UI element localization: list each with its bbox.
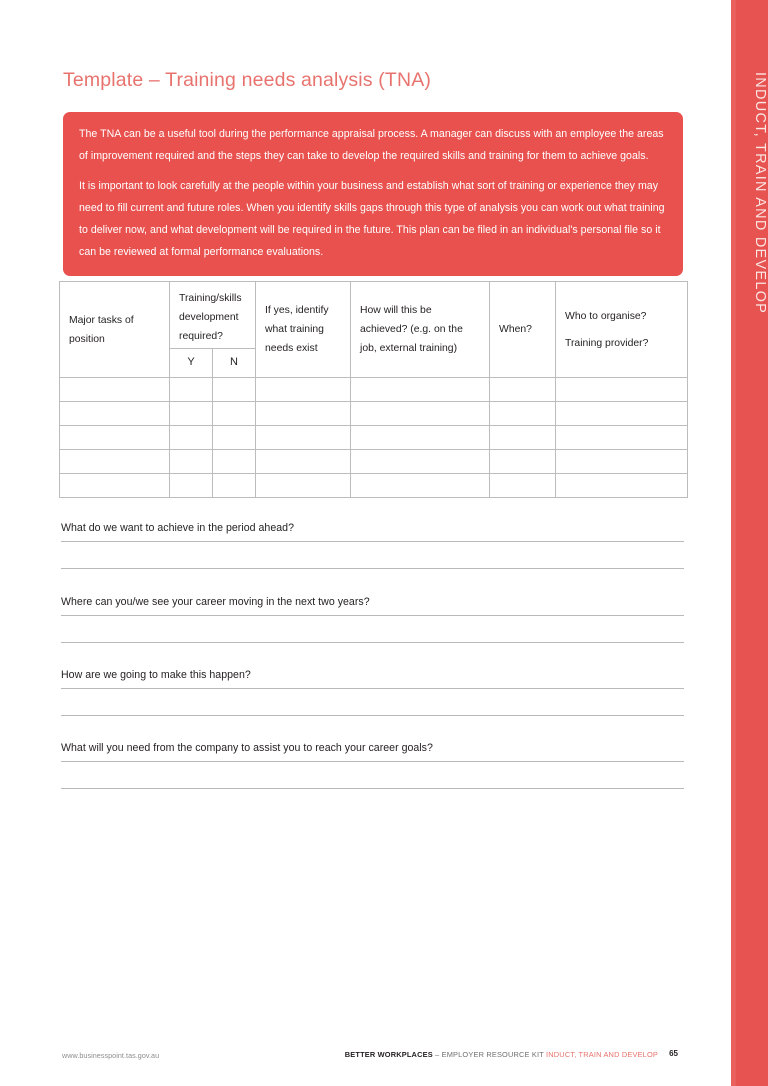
table-cell-empty[interactable] xyxy=(556,426,688,450)
answer-line[interactable] xyxy=(61,616,684,643)
question-block xyxy=(61,594,684,643)
question-text: What do we want to achieve in the period ahead? xyxy=(61,520,684,542)
table-cell-empty[interactable] xyxy=(213,450,256,474)
table-cell-empty[interactable] xyxy=(490,402,556,426)
table-cell-empty[interactable] xyxy=(490,474,556,498)
table-cell-empty[interactable] xyxy=(170,426,213,450)
table-cell-empty[interactable] xyxy=(256,450,351,474)
question-block xyxy=(61,520,684,569)
table-body xyxy=(60,378,688,498)
table-cell-empty[interactable] xyxy=(60,474,170,498)
question-text: How are we going to make this happen? xyxy=(61,667,684,689)
question-text: Where can you/we see your career moving in the next two years? xyxy=(61,594,684,616)
table-cell-empty[interactable] xyxy=(60,450,170,474)
table-row xyxy=(60,474,688,498)
table-cell-empty[interactable] xyxy=(490,426,556,450)
page-title: Template – Training needs analysis (TNA) xyxy=(63,69,431,91)
footer-publication-line xyxy=(345,1050,658,1059)
header-who-organise-label: Who to organise? xyxy=(565,310,647,322)
answer-line[interactable] xyxy=(61,542,684,569)
header-yn-row xyxy=(170,349,255,377)
table-cell-empty[interactable] xyxy=(351,450,490,474)
footer-section: INDUCT, TRAIN AND DEVELOP xyxy=(546,1050,658,1059)
table-cell-empty[interactable] xyxy=(170,402,213,426)
header-yes: Y xyxy=(170,349,213,377)
table-row xyxy=(60,426,688,450)
section-tab-stripe xyxy=(731,0,736,1086)
table-cell-empty[interactable] xyxy=(256,402,351,426)
section-tab-label: INDUCT, TRAIN AND DEVELOP xyxy=(752,72,768,315)
table-cell-empty[interactable] xyxy=(256,378,351,402)
header-training-required-label: Training/skills development required? xyxy=(170,282,255,349)
footer-url[interactable]: www.businesspoint.tas.gov.au xyxy=(62,1051,160,1060)
question-block xyxy=(61,740,684,789)
table-cell-empty[interactable] xyxy=(256,426,351,450)
header-major-tasks: Major tasks of position xyxy=(60,282,170,378)
table-cell-empty[interactable] xyxy=(60,426,170,450)
table-cell-empty[interactable] xyxy=(213,474,256,498)
table-cell-empty[interactable] xyxy=(490,378,556,402)
table-cell-empty[interactable] xyxy=(213,402,256,426)
table-cell-empty[interactable] xyxy=(351,402,490,426)
callout-paragraph-2: It is important to look carefully at the people within your business and establish what sort of training or experience they may need to fill current and future roles. When you identify skills gaps through this type of analysis you can work out what training to deliver now, and what development will be required in the future. This plan can be filed in an individual's personal file so it can be reviewed at formal performance evaluations. xyxy=(79,180,665,258)
footer-publication: BETTER WORKPLACES xyxy=(344,1050,433,1059)
answer-line[interactable] xyxy=(61,762,684,789)
header-how-achieved: How will this be achieved? (e.g. on the job, external training) xyxy=(351,282,490,378)
table-cell-empty[interactable] xyxy=(170,450,213,474)
table-row xyxy=(60,450,688,474)
header-when: When? xyxy=(490,282,556,378)
tna-table xyxy=(59,281,688,498)
footer-separator: – xyxy=(432,1050,442,1059)
table-header-row xyxy=(60,282,688,378)
table-cell-empty[interactable] xyxy=(170,474,213,498)
table-cell-empty[interactable] xyxy=(60,402,170,426)
header-who-organise xyxy=(556,282,688,378)
question-text: What will you need from the company to assist you to reach your career goals? xyxy=(61,740,684,762)
table-cell-empty[interactable] xyxy=(256,474,351,498)
table-cell-empty[interactable] xyxy=(351,378,490,402)
footer-kit: EMPLOYER RESOURCE KIT xyxy=(441,1050,547,1059)
table-cell-empty[interactable] xyxy=(556,402,688,426)
intro-callout xyxy=(63,112,683,276)
table-header xyxy=(60,282,688,378)
section-tab xyxy=(731,0,768,1086)
callout-paragraph-1: The TNA can be a useful tool during the performance appraisal process. A manager can discuss with an employee the areas of improvement required and the steps they can take to develop the required skills and training for them to achieve goals. xyxy=(79,128,664,162)
answer-line[interactable] xyxy=(61,689,684,716)
table-row xyxy=(60,378,688,402)
table-row xyxy=(60,402,688,426)
table-cell-empty[interactable] xyxy=(351,426,490,450)
table-cell-empty[interactable] xyxy=(213,426,256,450)
header-identify-needs: If yes, identify what training needs exist xyxy=(256,282,351,378)
table-cell-empty[interactable] xyxy=(351,474,490,498)
header-training-required xyxy=(170,282,256,378)
table-cell-empty[interactable] xyxy=(556,450,688,474)
table-cell-empty[interactable] xyxy=(556,474,688,498)
table-cell-empty[interactable] xyxy=(556,378,688,402)
table-cell-empty[interactable] xyxy=(213,378,256,402)
table-cell-empty[interactable] xyxy=(60,378,170,402)
header-no: N xyxy=(230,356,238,368)
footer-page-number: 65 xyxy=(669,1049,678,1058)
table-cell-empty[interactable] xyxy=(490,450,556,474)
question-block xyxy=(61,667,684,716)
table-cell-empty[interactable] xyxy=(170,378,213,402)
header-training-provider-label: Training provider? xyxy=(565,337,649,349)
